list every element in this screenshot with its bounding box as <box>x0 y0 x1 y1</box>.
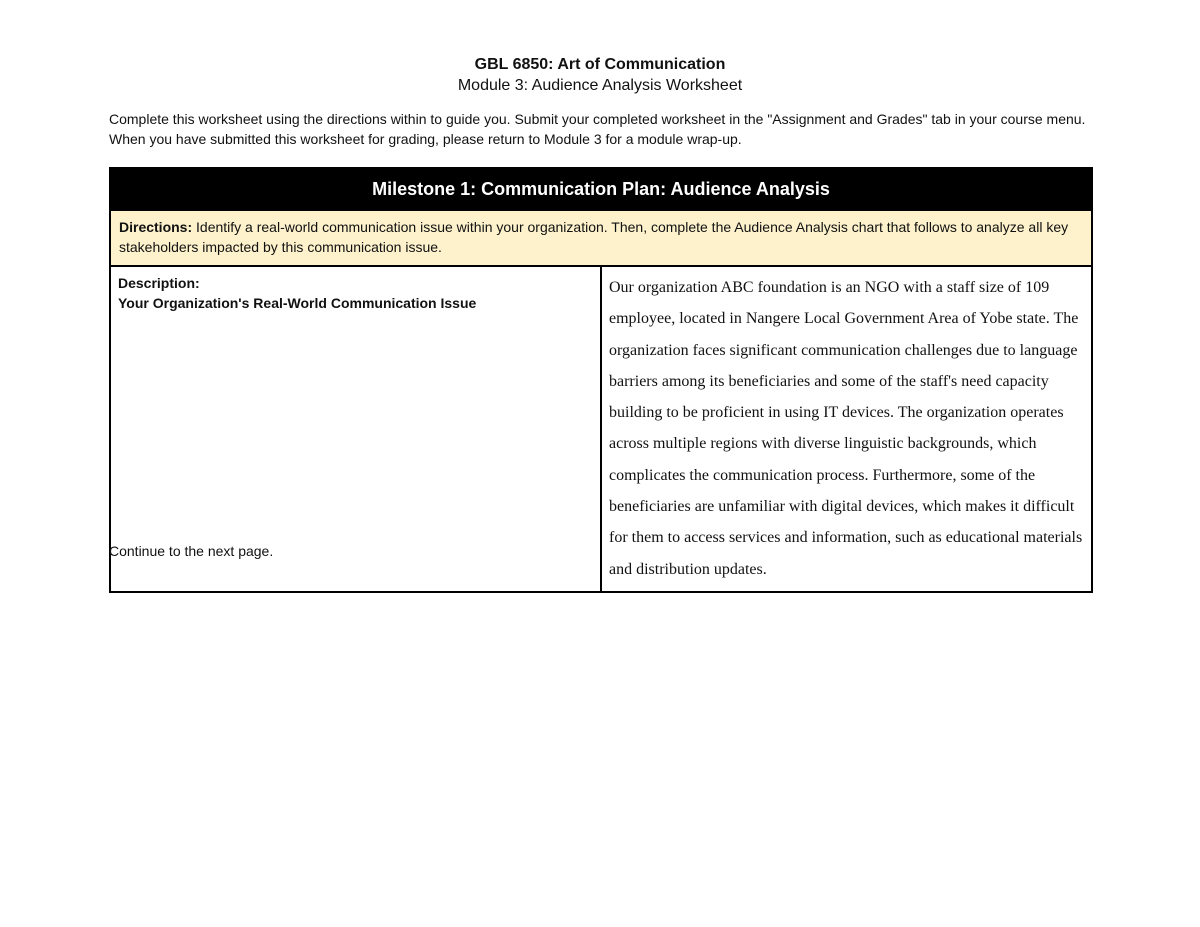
directions-text: Identify a real-world communication issue within your organization. Then, complete the Audience Analysis chart that follows to analyze all key stakeholders impacted by this communication issue. <box>119 219 1069 255</box>
description-label: Description: <box>118 275 200 291</box>
directions-cell <box>110 210 1092 266</box>
table-header-row <box>110 168 1092 210</box>
intro-paragraph: Complete this worksheet using the directions within to guide you. Submit your completed worksheet in the "Assignment and Grades" tab in your course menu. When you have submitted this worksheet for grading, please return to Module 3 for a module wrap-up. <box>109 111 1086 147</box>
directions-label: Directions: <box>119 219 193 235</box>
issue-label: Your Organization's Real-World Communication Issue <box>118 294 477 311</box>
document-subtitle: Module 3: Audience Analysis Worksheet <box>457 77 743 94</box>
directions-row <box>110 210 1092 266</box>
document-title: GBL 6850: Art of Communication <box>474 56 726 73</box>
description-answer-field[interactable]: Our organization ABC foundation is an NGO with a staff size of 109 employee, located in Nangere Local Government Area of Yobe state. The organization faces significant communication challenges due to language barriers among its beneficiaries and some of the staff's need capacity building to be proficient in using IT devices. The organization operates across multiple regions with diverse linguistic backgrounds, which complicates the communication process. Furthermore, some of the beneficiaries are unfamiliar with digital devices, which makes it difficult for them to access services and information, such as educational materials and distribution updates. <box>601 266 1092 592</box>
continue-note: Continue to the next page. <box>109 543 274 559</box>
audience-analysis-table <box>109 167 1093 593</box>
milestone-heading: Milestone 1: Communication Plan: Audience Analysis <box>110 168 1092 210</box>
